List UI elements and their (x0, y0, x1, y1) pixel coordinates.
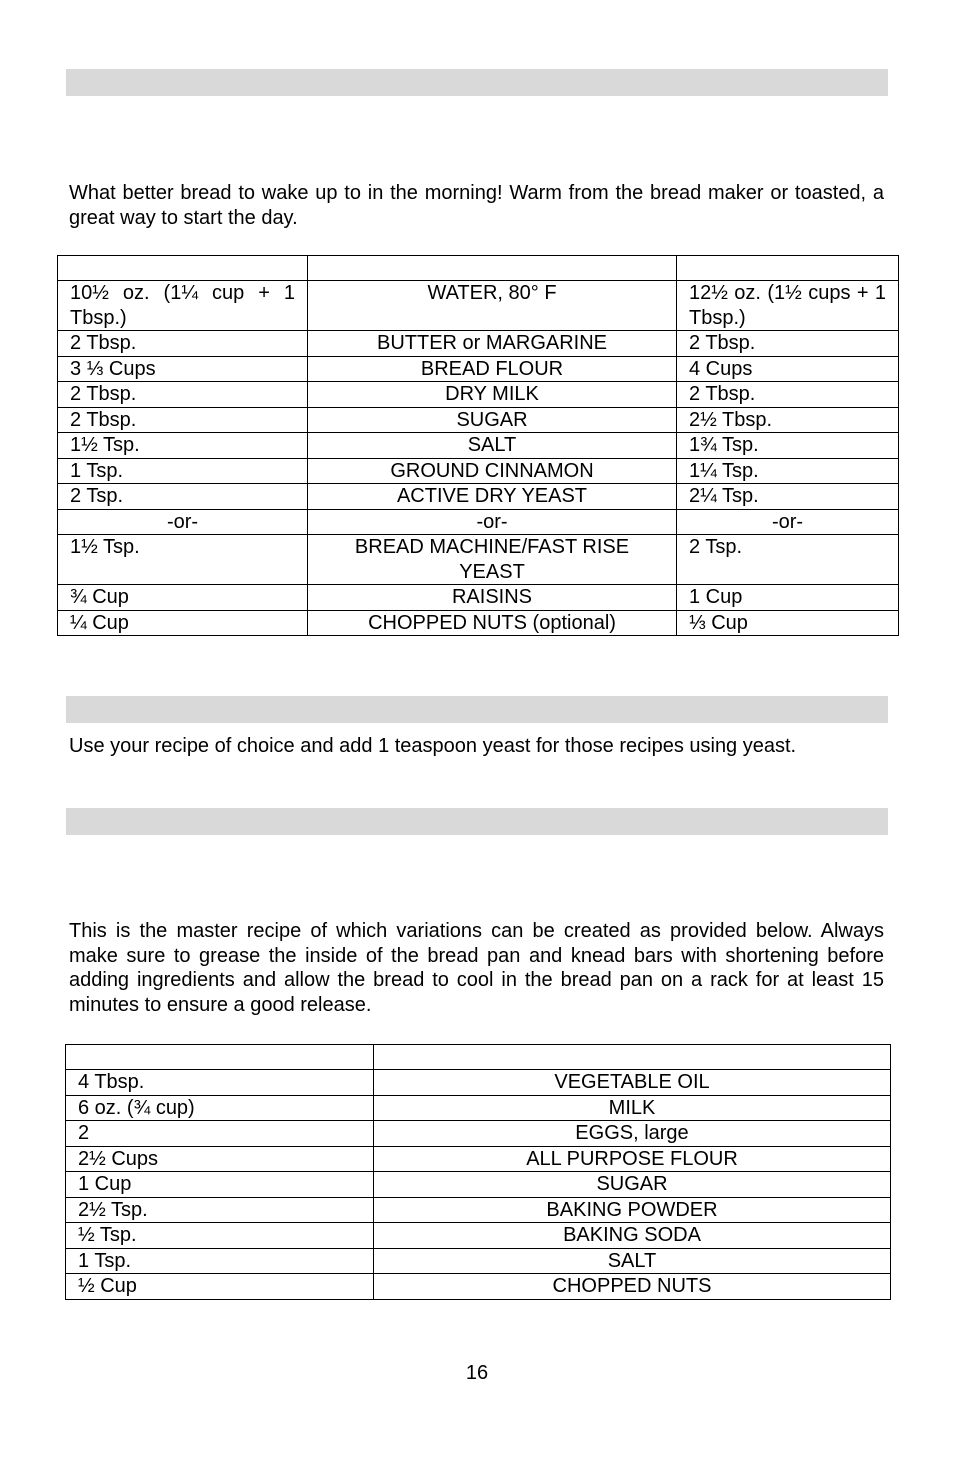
amount-large-cell: ⅓ Cup (677, 610, 899, 636)
ingredient-cell: SUGAR (308, 407, 677, 433)
section2-paragraph: Use your recipe of choice and add 1 teaspoon yeast for those recipes using yeast. (69, 735, 797, 757)
section-heading-bar-3 (66, 808, 888, 835)
amount-small-cell: 2 Tbsp. (58, 331, 308, 357)
section-heading-bar-1 (66, 69, 888, 96)
ingredient-cell: VEGETABLE OIL (374, 1070, 891, 1096)
ingredient-cell: ACTIVE DRY YEAST (308, 484, 677, 510)
table-row (66, 1248, 891, 1274)
amount-cell: 2 (66, 1121, 374, 1147)
amount-large-cell: 4 Cups (677, 356, 899, 382)
table-row (66, 1146, 891, 1172)
header-cell (374, 1045, 891, 1070)
amount-small-cell: 2 Tbsp. (58, 382, 308, 408)
amount-large-cell: 2 Tsp. (677, 535, 899, 585)
amount-cell: 1 Tsp. (66, 1248, 374, 1274)
amount-small-cell: 2 Tsp. (58, 484, 308, 510)
amount-small-cell: 2 Tbsp. (58, 407, 308, 433)
table-row (58, 356, 899, 382)
table-row (58, 458, 899, 484)
page-number: 16 (465, 1362, 489, 1384)
header-cell (677, 256, 899, 281)
amount-small-cell: ¼ Cup (58, 610, 308, 636)
ingredient-cell: BUTTER or MARGARINE (308, 331, 677, 357)
intro-paragraph: What better bread to wake up to in the morning! Warm from the bread maker or toasted, a great way to start the day. (69, 182, 884, 229)
amount-small-cell: 1½ Tsp. (58, 433, 308, 459)
table-row (58, 382, 899, 408)
table-row (58, 610, 899, 636)
ingredient-cell: BREAD MACHINE/FAST RISE YEAST (308, 535, 677, 585)
ingredient-cell: BAKING POWDER (374, 1197, 891, 1223)
amount-cell: 2½ Cups (66, 1146, 374, 1172)
amount-cell: ½ Tsp. (66, 1223, 374, 1249)
table-row (58, 509, 899, 535)
table-row (66, 1223, 891, 1249)
ingredient-cell: CHOPPED NUTS (374, 1274, 891, 1300)
amount-large-cell: 1¾ Tsp. (677, 433, 899, 459)
amount-cell: 6 oz. (¾ cup) (66, 1095, 374, 1121)
amount-large-cell: 2½ Tbsp. (677, 407, 899, 433)
table-row (66, 1121, 891, 1147)
amount-large-cell: 2 Tbsp. (677, 382, 899, 408)
amount-large-cell: 12½ oz. (1½ cups + 1 Tbsp.) (677, 281, 899, 331)
amount-small-cell: 10½ oz. (1¼ cup + 1 Tbsp.) (58, 281, 308, 331)
ingredient-cell: BREAD FLOUR (308, 356, 677, 382)
amount-cell: 2½ Tsp. (66, 1197, 374, 1223)
table-row (58, 484, 899, 510)
table-row (58, 281, 899, 331)
section-heading-bar-2 (66, 696, 888, 723)
amount-large-cell: 1¼ Tsp. (677, 458, 899, 484)
amount-large-cell: 2¼ Tsp. (677, 484, 899, 510)
ingredient-cell: ALL PURPOSE FLOUR (374, 1146, 891, 1172)
table-row (58, 331, 899, 357)
ingredient-cell: SUGAR (374, 1172, 891, 1198)
ingredient-cell: SALT (374, 1248, 891, 1274)
amount-cell: 4 Tbsp. (66, 1070, 374, 1096)
table-header-row (66, 1045, 891, 1070)
amount-large-cell: 1 Cup (677, 585, 899, 611)
amount-large-cell: -or- (677, 509, 899, 535)
ingredient-cell: EGGS, large (374, 1121, 891, 1147)
ingredient-cell: WATER, 80° F (308, 281, 677, 331)
amount-small-cell: ¾ Cup (58, 585, 308, 611)
ingredient-cell: BAKING SODA (374, 1223, 891, 1249)
header-cell (308, 256, 677, 281)
ingredient-cell: RAISINS (308, 585, 677, 611)
ingredient-cell: GROUND CINNAMON (308, 458, 677, 484)
section3-paragraph: This is the master recipe of which variations can be created as provided below. Always make sure to grease the inside of the bread pan and knead bars with shortening before adding ingredients and allow the bread to cool in the bread pan on a rack for at least 15 minutes to ensure a good release. (69, 920, 884, 1016)
amount-small-cell: 1 Tsp. (58, 458, 308, 484)
ingredient-cell: SALT (308, 433, 677, 459)
amount-small-cell: 1½ Tsp. (58, 535, 308, 585)
ingredient-cell: MILK (374, 1095, 891, 1121)
ingredients-table-1 (57, 255, 899, 636)
ingredient-cell: -or- (308, 509, 677, 535)
table-row (58, 407, 899, 433)
table-row (58, 585, 899, 611)
ingredient-cell: CHOPPED NUTS (optional) (308, 610, 677, 636)
table-row (58, 535, 899, 585)
amount-cell: ½ Cup (66, 1274, 374, 1300)
table-row (66, 1274, 891, 1300)
table-row (66, 1070, 891, 1096)
table-header-row (58, 256, 899, 281)
amount-small-cell: 3 ⅓ Cups (58, 356, 308, 382)
table-row (58, 433, 899, 459)
table-row (66, 1095, 891, 1121)
ingredients-table-2 (65, 1044, 891, 1300)
header-cell (66, 1045, 374, 1070)
ingredient-cell: DRY MILK (308, 382, 677, 408)
header-cell (58, 256, 308, 281)
amount-cell: 1 Cup (66, 1172, 374, 1198)
table-row (66, 1172, 891, 1198)
amount-small-cell: -or- (58, 509, 308, 535)
table-row (66, 1197, 891, 1223)
amount-large-cell: 2 Tbsp. (677, 331, 899, 357)
